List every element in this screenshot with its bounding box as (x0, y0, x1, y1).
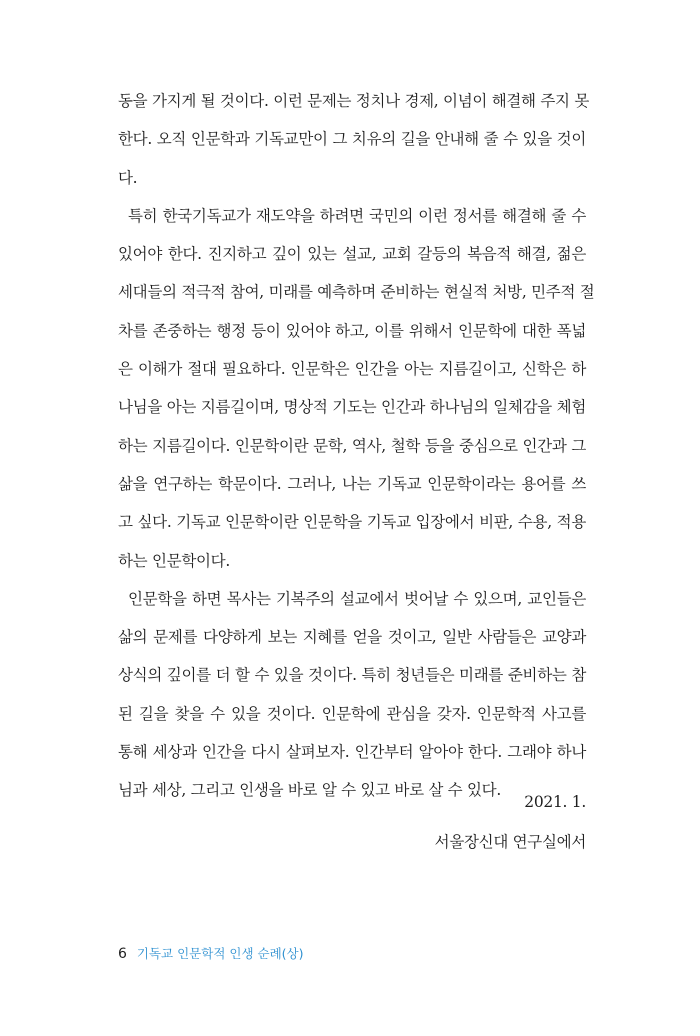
text-line: 된 길을 찾을 수 있을 것이다. 인문학에 관심을 갖자. 인문학적 사고를 (118, 704, 586, 723)
signature-place: 서울장신대 연구실에서 (434, 833, 586, 851)
text-line: 인문학을 하면 목사는 기복주의 설교에서 벗어날 수 있으며, 교인들은 (128, 589, 586, 608)
text-line: 고 싶다. 기독교 인문학이란 인문학을 기독교 입장에서 비판, 수용, 적용 (118, 513, 586, 532)
text-line: 하는 인문학이다. (118, 551, 230, 570)
page-number: 6 (118, 946, 127, 962)
text-line: 님과 세상, 그리고 인생을 바로 알 수 있고 바로 살 수 있다. (118, 781, 501, 800)
page-footer (118, 944, 303, 962)
text-line: 특히 한국기독교가 재도약을 하려면 국민의 이런 정서를 해결해 줄 수 (128, 206, 586, 225)
text-line: 나님을 아는 지름길이며, 명상적 기도는 인간과 하나님의 일체감을 체험 (118, 398, 586, 417)
text-line: 통해 세상과 인간을 다시 살펴보자. 인간부터 알아야 한다. 그래야 하나 (118, 743, 586, 762)
body-text (118, 82, 595, 810)
text-line: 하는 지름길이다. 인문학이란 문학, 역사, 철학 등을 중심으로 인간과 그 (118, 436, 586, 455)
text-line: 차를 존중하는 행정 등이 있어야 하고, 이를 위해서 인문학에 대한 폭넓 (118, 321, 586, 340)
text-line: 삶을 연구하는 학문이다. 그러나, 나는 기독교 인문학이라는 용어를 쓰 (118, 474, 586, 493)
text-line: 한다. 오직 인문학과 기독교만이 그 치유의 길을 안내해 줄 수 있을 것이 (118, 130, 586, 149)
text-line: 삶의 문제를 다양하게 보는 지혜를 얻을 것이고, 일반 사람들은 교양과 (118, 628, 586, 647)
text-line: 상식의 깊이를 더 할 수 있을 것이다. 특히 청년들은 미래를 준비하는 참 (118, 666, 586, 685)
text-line: 세대들의 적극적 참여, 미래를 예측하며 준비하는 현실적 처방, 민주적 절 (118, 283, 595, 302)
text-line: 은 이해가 절대 필요하다. 인문학은 인간을 아는 지름길이고, 신학은 하 (118, 360, 586, 379)
text-line: 있어야 한다. 진지하고 깊이 있는 설교, 교회 갈등의 복음적 해결, 젊은 (118, 245, 586, 264)
text-line: 동을 가지게 될 것이다. 이런 문제는 정치나 경제, 이념이 해결해 주지 못 (118, 92, 589, 110)
text-line: 다. (118, 168, 138, 187)
signature-date: 2021. 1. (524, 793, 586, 811)
running-title: 기독교 인문학적 인생 순례(상) (136, 946, 304, 961)
